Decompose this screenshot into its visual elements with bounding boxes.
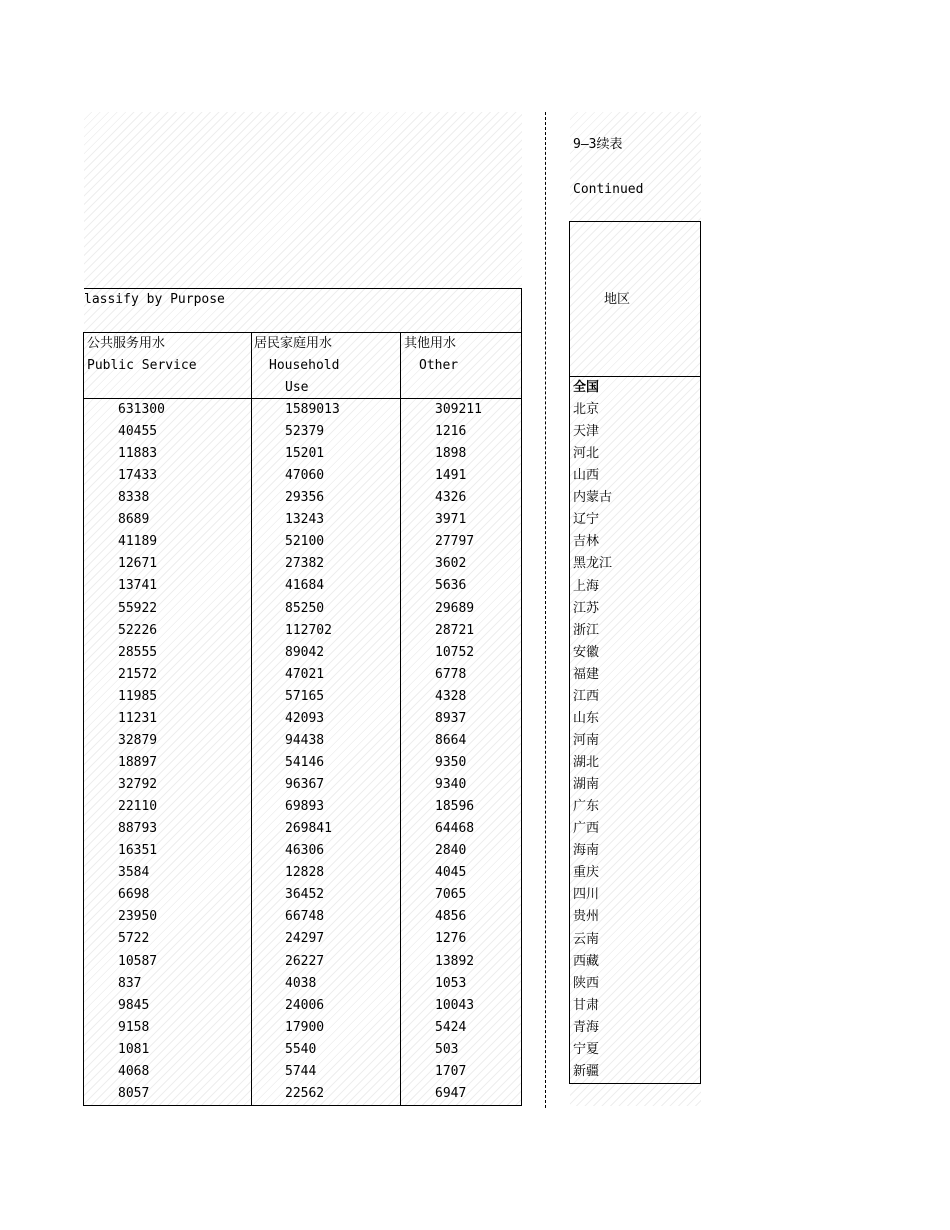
table-cell: 18596 bbox=[435, 799, 475, 815]
region-name: 重庆 bbox=[573, 865, 600, 881]
region-name: 全国 bbox=[573, 380, 600, 395]
table-cell: 9845 bbox=[118, 997, 150, 1013]
table-cell: 29689 bbox=[435, 600, 475, 616]
column-header-household-en-2: Use bbox=[285, 380, 309, 395]
column-header-household-en: Household bbox=[269, 358, 340, 373]
table-cell: 1276 bbox=[435, 931, 467, 947]
table-cell: 36452 bbox=[285, 887, 325, 903]
table-cell: 9340 bbox=[435, 777, 467, 793]
table-cell: 13741 bbox=[118, 578, 158, 594]
table-cell: 4068 bbox=[118, 1063, 150, 1079]
region-name: 江西 bbox=[573, 688, 600, 704]
table-cell: 4326 bbox=[435, 490, 467, 506]
table-cell: 1707 bbox=[435, 1063, 467, 1079]
table-cell: 69893 bbox=[285, 799, 325, 815]
table-cell: 27797 bbox=[435, 534, 475, 550]
table-cell: 29356 bbox=[285, 490, 325, 506]
region-table-top bbox=[569, 221, 701, 222]
table-cell: 32879 bbox=[118, 732, 158, 748]
region-name: 浙江 bbox=[573, 622, 600, 638]
col-divider-2 bbox=[400, 332, 401, 1106]
table-cell: 6698 bbox=[118, 887, 150, 903]
region-name: 新疆 bbox=[573, 1063, 600, 1079]
table-cell: 269841 bbox=[285, 821, 332, 837]
table-cell: 4856 bbox=[435, 909, 467, 925]
table-cell: 1589013 bbox=[285, 402, 340, 417]
table-cell: 16351 bbox=[118, 843, 158, 859]
table-cell: 24297 bbox=[285, 931, 325, 947]
table-cell: 5744 bbox=[285, 1063, 317, 1079]
table-cell: 28555 bbox=[118, 644, 158, 660]
table-cell: 503 bbox=[435, 1041, 459, 1057]
table-cell: 18897 bbox=[118, 754, 158, 770]
region-name: 广东 bbox=[573, 799, 600, 815]
table-cell: 3971 bbox=[435, 512, 467, 528]
table-cell: 22562 bbox=[285, 1085, 325, 1101]
table-bottom-border bbox=[84, 1105, 522, 1106]
table-cell: 47021 bbox=[285, 666, 325, 682]
table-cell: 64468 bbox=[435, 821, 475, 837]
table-cell: 9158 bbox=[118, 1019, 150, 1035]
region-name: 河南 bbox=[573, 732, 600, 748]
region-name: 宁夏 bbox=[573, 1041, 600, 1057]
table-cell: 52226 bbox=[118, 622, 158, 638]
table-cell: 8689 bbox=[118, 512, 150, 528]
region-table-right bbox=[700, 221, 701, 1084]
table-cell: 3602 bbox=[435, 556, 467, 572]
table-cell: 40455 bbox=[118, 424, 158, 440]
region-table-bottom bbox=[569, 1083, 701, 1084]
table-cell: 8664 bbox=[435, 732, 467, 748]
region-name: 甘肃 bbox=[573, 997, 600, 1013]
table-cell: 112702 bbox=[285, 622, 332, 638]
table-cell: 1898 bbox=[435, 446, 467, 462]
region-name: 山东 bbox=[573, 710, 600, 726]
region-name: 北京 bbox=[573, 402, 600, 418]
column-header-public-service-en: Public Service bbox=[87, 358, 197, 373]
table-cell: 837 bbox=[118, 975, 142, 991]
column-header-public-service-cn: 公共服务用水 bbox=[87, 336, 166, 351]
table-cell: 66748 bbox=[285, 909, 325, 925]
table-cell: 52379 bbox=[285, 424, 325, 440]
region-name: 辽宁 bbox=[573, 512, 600, 528]
table-cell: 9350 bbox=[435, 754, 467, 770]
region-name: 四川 bbox=[573, 887, 600, 903]
region-table-left bbox=[569, 221, 570, 1084]
table-cell: 54146 bbox=[285, 754, 325, 770]
table-cell: 89042 bbox=[285, 644, 325, 660]
region-name: 陕西 bbox=[573, 975, 600, 991]
table-cell: 55922 bbox=[118, 600, 158, 616]
region-name: 青海 bbox=[573, 1019, 600, 1035]
table-cell: 88793 bbox=[118, 821, 158, 837]
table-cell: 5540 bbox=[285, 1041, 317, 1057]
table-cell: 17433 bbox=[118, 468, 158, 484]
table-cell: 42093 bbox=[285, 710, 325, 726]
table-cell: 41684 bbox=[285, 578, 325, 594]
table-cell: 8057 bbox=[118, 1085, 150, 1101]
table-cell: 23950 bbox=[118, 909, 158, 925]
table-cell: 1216 bbox=[435, 424, 467, 440]
table-cell: 13892 bbox=[435, 953, 475, 969]
table-cell: 6947 bbox=[435, 1085, 467, 1101]
table-cell: 85250 bbox=[285, 600, 325, 616]
region-name: 山西 bbox=[573, 468, 600, 484]
table-cell: 8338 bbox=[118, 490, 150, 506]
region-name: 西藏 bbox=[573, 953, 600, 969]
table-cell: 52100 bbox=[285, 534, 325, 550]
region-name: 贵州 bbox=[573, 909, 600, 925]
table-cell: 21572 bbox=[118, 666, 158, 682]
continued-label: Continued bbox=[573, 182, 644, 197]
region-name: 吉林 bbox=[573, 534, 600, 550]
region-name: 上海 bbox=[573, 578, 600, 594]
table-cell: 4045 bbox=[435, 865, 467, 881]
table-cell: 6778 bbox=[435, 666, 467, 682]
page-divider bbox=[545, 112, 546, 1108]
table-cell: 11231 bbox=[118, 710, 158, 726]
region-name: 天津 bbox=[573, 424, 600, 440]
table-cell: 32792 bbox=[118, 777, 158, 793]
table-cell: 5424 bbox=[435, 1019, 467, 1035]
table-cell: 1053 bbox=[435, 975, 467, 991]
table-right-border bbox=[521, 288, 522, 1106]
table-cell: 3584 bbox=[118, 865, 150, 881]
region-name: 江苏 bbox=[573, 600, 600, 616]
table-cell: 28721 bbox=[435, 622, 475, 638]
region-name: 湖北 bbox=[573, 755, 600, 771]
table-cell: 309211 bbox=[435, 402, 482, 417]
table-cell: 47060 bbox=[285, 468, 325, 484]
table-cell: 4328 bbox=[435, 688, 467, 704]
region-name: 广西 bbox=[573, 821, 600, 837]
table-cell: 13243 bbox=[285, 512, 325, 528]
region-header: 地区 bbox=[604, 292, 631, 307]
column-header-other-cn: 其他用水 bbox=[404, 336, 457, 351]
column-header-household-cn: 居民家庭用水 bbox=[254, 336, 333, 351]
table-number: 9—3续表 bbox=[573, 137, 623, 152]
table-top-border bbox=[84, 288, 522, 289]
table-cell: 24006 bbox=[285, 997, 325, 1013]
table-cell: 11985 bbox=[118, 688, 158, 704]
table-cell: 17900 bbox=[285, 1019, 325, 1035]
table-cell: 5636 bbox=[435, 578, 467, 594]
table-caption: lassify by Purpose bbox=[84, 292, 225, 307]
column-header-other-en: Other bbox=[419, 358, 459, 373]
table-cell: 27382 bbox=[285, 556, 325, 572]
table-cell: 12671 bbox=[118, 556, 158, 572]
table-cell: 22110 bbox=[118, 799, 158, 815]
table-cell: 26227 bbox=[285, 953, 325, 969]
table-left-border bbox=[83, 332, 84, 1106]
table-cell: 1491 bbox=[435, 468, 467, 484]
table-cell: 7065 bbox=[435, 887, 467, 903]
table-cell: 94438 bbox=[285, 732, 325, 748]
table-cell: 96367 bbox=[285, 777, 325, 793]
col-divider-1 bbox=[251, 332, 252, 1106]
table-cell: 10752 bbox=[435, 644, 475, 660]
region-name: 河北 bbox=[573, 446, 600, 462]
table-cell: 2840 bbox=[435, 843, 467, 859]
region-name: 云南 bbox=[573, 931, 600, 947]
table-cell: 11883 bbox=[118, 446, 158, 462]
table-cell: 57165 bbox=[285, 688, 325, 704]
table-cell: 8937 bbox=[435, 710, 467, 726]
table-cell: 1081 bbox=[118, 1041, 150, 1057]
region-name: 内蒙古 bbox=[573, 490, 613, 506]
table-cell: 631300 bbox=[118, 402, 165, 417]
table-cell: 4038 bbox=[285, 975, 317, 991]
region-name: 海南 bbox=[573, 843, 600, 859]
region-name: 安徽 bbox=[573, 644, 600, 660]
table-cell: 41189 bbox=[118, 534, 158, 550]
table-cell: 15201 bbox=[285, 446, 325, 462]
table-cell: 5722 bbox=[118, 931, 150, 947]
region-name: 黑龙江 bbox=[573, 556, 613, 572]
table-cell: 46306 bbox=[285, 843, 325, 859]
region-name: 湖南 bbox=[573, 777, 600, 793]
table-cell: 10043 bbox=[435, 997, 475, 1013]
region-name: 福建 bbox=[573, 666, 600, 682]
table-cell: 10587 bbox=[118, 953, 158, 969]
table-cell: 12828 bbox=[285, 865, 325, 881]
